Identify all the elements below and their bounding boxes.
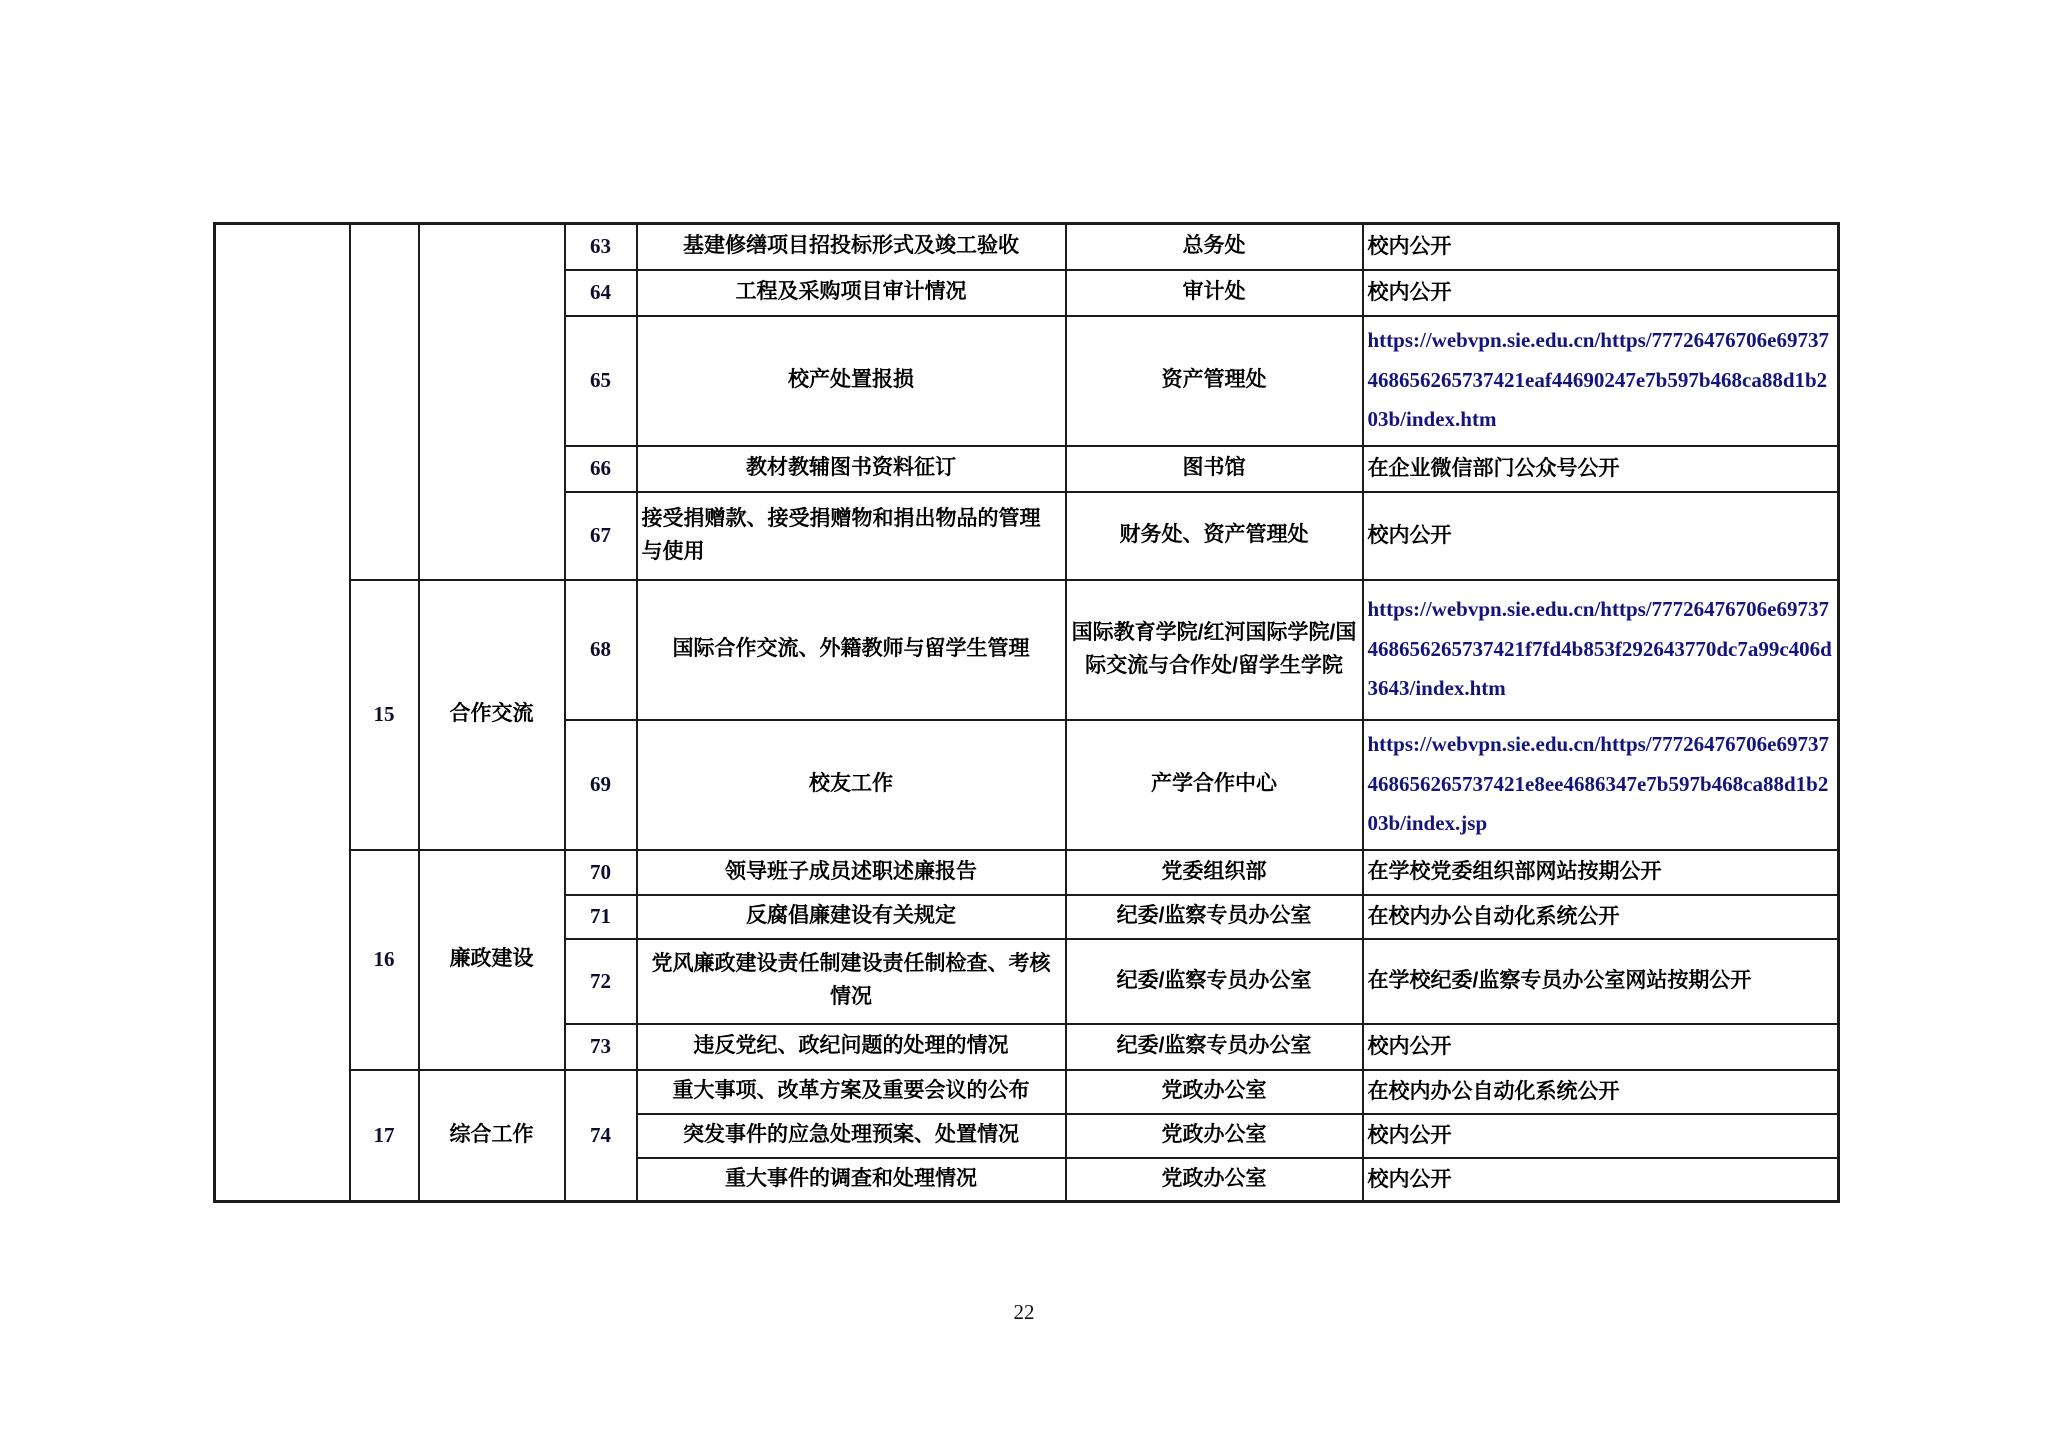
section-name: 综合工作: [419, 1070, 565, 1202]
section-name: 廉政建设: [419, 850, 565, 1070]
publication-method: 校内公开: [1363, 224, 1839, 270]
item-description: 违反党纪、政纪问题的处理的情况: [637, 1024, 1066, 1070]
page-number: 22: [1013, 1300, 1035, 1324]
publication-url-link[interactable]: https://webvpn.sie.edu.cn/https/77726476706e69737468656265737421eaf44690247e7b597b468ca88d1b203b/index.htm: [1367, 328, 1829, 432]
empty-section-no-cell: [350, 224, 419, 580]
publication-method: 在校内办公自动化系统公开: [1363, 1070, 1839, 1114]
item-no: 72: [565, 939, 637, 1024]
publication-method: [1363, 316, 1839, 446]
responsible-department: 图书馆: [1066, 446, 1363, 492]
publication-method: [1363, 580, 1839, 720]
item-description: 国际合作交流、外籍教师与留学生管理: [637, 580, 1066, 720]
item-description: 领导班子成员述职述廉报告: [637, 850, 1066, 895]
item-no: 64: [565, 270, 637, 316]
item-description: 校产处置报损: [637, 316, 1066, 446]
table-row: [215, 1070, 1839, 1114]
item-no: 63: [565, 224, 637, 270]
item-description: 接受捐赠款、接受捐赠物和捐出物品的管理与使用: [637, 492, 1066, 580]
responsible-department: 党政办公室: [1066, 1070, 1363, 1114]
responsible-department: 资产管理处: [1066, 316, 1363, 446]
item-description: 突发事件的应急处理预案、处置情况: [637, 1114, 1066, 1158]
section-no: 15: [350, 580, 419, 850]
publication-method: 校内公开: [1363, 1114, 1839, 1158]
item-description: 基建修缮项目招投标形式及竣工验收: [637, 224, 1066, 270]
item-description: 重大事件的调查和处理情况: [637, 1158, 1066, 1202]
responsible-department: 总务处: [1066, 224, 1363, 270]
item-description: 反腐倡廉建设有关规定: [637, 895, 1066, 939]
responsible-department: 党政办公室: [1066, 1158, 1363, 1202]
responsible-department: 党委组织部: [1066, 850, 1363, 895]
item-description: 党风廉政建设责任制建设责任制检查、考核情况: [637, 939, 1066, 1024]
publication-method: 校内公开: [1363, 1158, 1839, 1202]
responsible-department: 财务处、资产管理处: [1066, 492, 1363, 580]
information-disclosure-table: [213, 222, 1840, 1203]
empty-section-name-cell: [419, 224, 565, 580]
item-description: 重大事项、改革方案及重要会议的公布: [637, 1070, 1066, 1114]
item-description: 校友工作: [637, 720, 1066, 850]
publication-method: 在企业微信部门公众号公开: [1363, 446, 1839, 492]
section-name: 合作交流: [419, 580, 565, 850]
publication-method: 校内公开: [1363, 492, 1839, 580]
item-no: 67: [565, 492, 637, 580]
item-no: 73: [565, 1024, 637, 1070]
item-no: 68: [565, 580, 637, 720]
table-row: [215, 850, 1839, 895]
item-no: 74: [565, 1070, 637, 1202]
responsible-department: 纪委/监察专员办公室: [1066, 939, 1363, 1024]
item-no: 66: [565, 446, 637, 492]
publication-url-link[interactable]: https://webvpn.sie.edu.cn/https/77726476706e69737468656265737421e8ee4686347e7b597b468ca88d1b203b/index.jsp: [1367, 732, 1829, 836]
section-no: 16: [350, 850, 419, 1070]
table-row: [215, 580, 1839, 720]
section-no: 17: [350, 1070, 419, 1202]
item-description: 工程及采购项目审计情况: [637, 270, 1066, 316]
publication-method: 在学校党委组织部网站按期公开: [1363, 850, 1839, 895]
responsible-department: 党政办公室: [1066, 1114, 1363, 1158]
item-no: 70: [565, 850, 637, 895]
item-description: 教材教辅图书资料征订: [637, 446, 1066, 492]
responsible-department: 国际教育学院/红河国际学院/国际交流与合作处/留学生学院: [1066, 580, 1363, 720]
item-no: 65: [565, 316, 637, 446]
responsible-department: 产学合作中心: [1066, 720, 1363, 850]
responsible-department: 审计处: [1066, 270, 1363, 316]
empty-cell: [215, 224, 350, 1202]
responsible-department: 纪委/监察专员办公室: [1066, 895, 1363, 939]
table-row: [215, 224, 1839, 270]
item-no: 71: [565, 895, 637, 939]
responsible-department: 纪委/监察专员办公室: [1066, 1024, 1363, 1070]
publication-url-link[interactable]: https://webvpn.sie.edu.cn/https/77726476706e69737468656265737421f7fd4b853f292643770dc7a99c406d3643/index.htm: [1367, 597, 1832, 701]
publication-method: 校内公开: [1363, 1024, 1839, 1070]
item-no: 69: [565, 720, 637, 850]
publication-method: 校内公开: [1363, 270, 1839, 316]
publication-method: 在学校纪委/监察专员办公室网站按期公开: [1363, 939, 1839, 1024]
publication-method: [1363, 720, 1839, 850]
publication-method: 在校内办公自动化系统公开: [1363, 895, 1839, 939]
